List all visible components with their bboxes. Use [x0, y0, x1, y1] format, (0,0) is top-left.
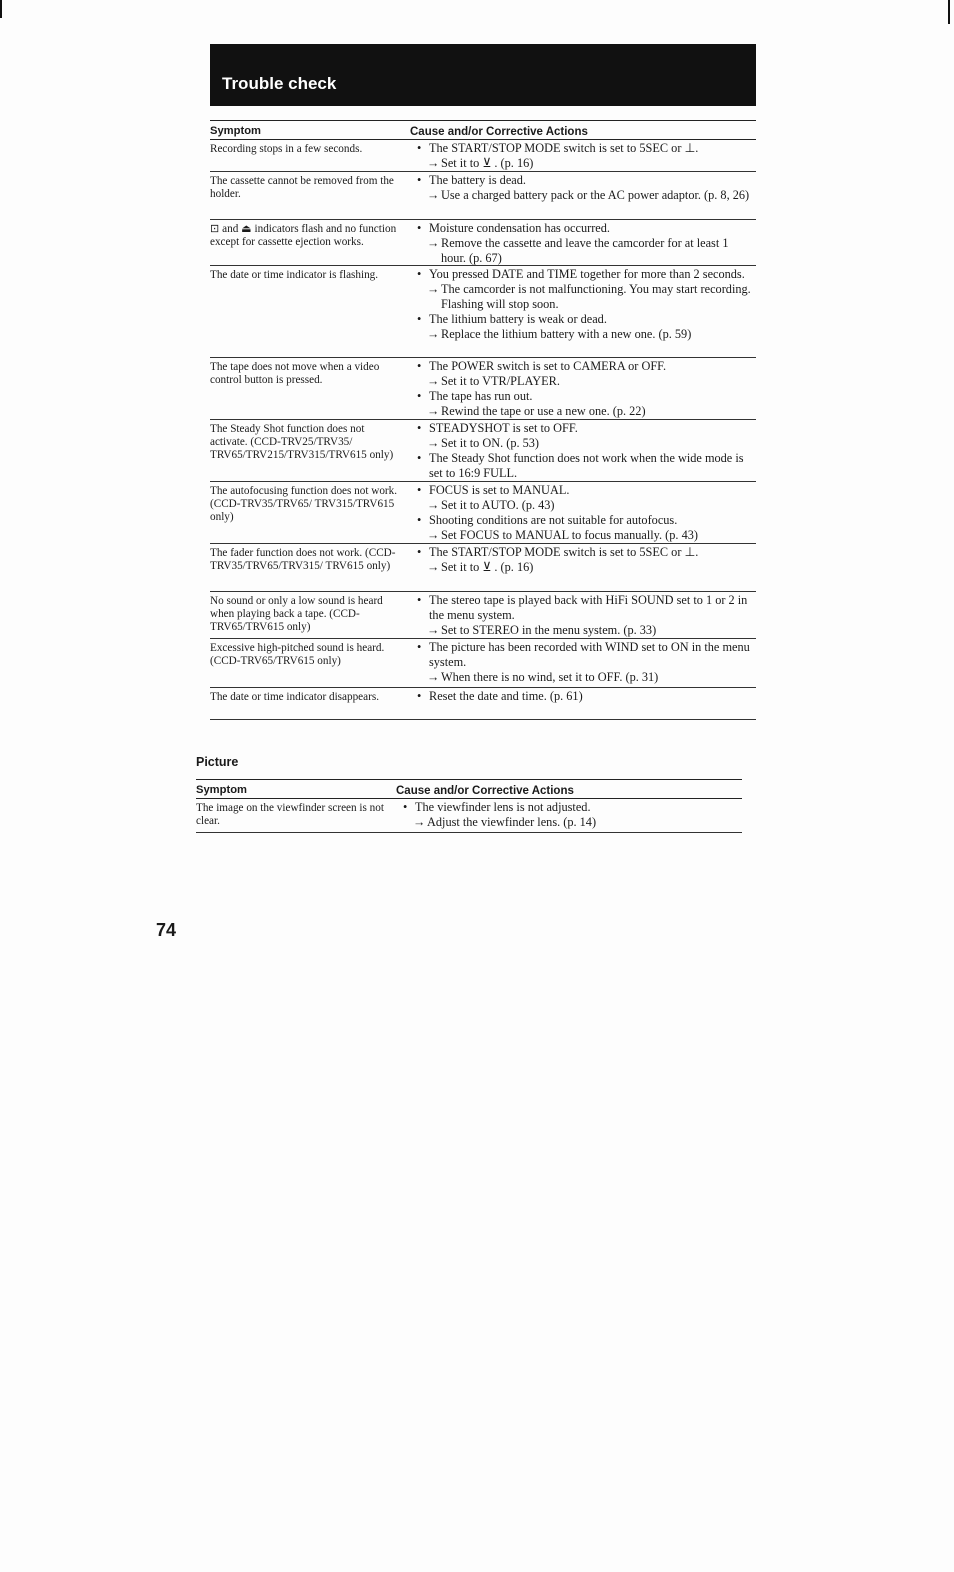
- symptom-cell: Excessive high-pitched sound is heard. (CCD-TRV65/TRV615 only): [210, 642, 385, 668]
- column-header-actions: Cause and/or Corrective Actions: [410, 126, 588, 138]
- symptom-cell: The autofocusing function does not work. (CCD-TRV35/TRV65/ TRV315/TRV615 only): [210, 485, 398, 524]
- cause-item: [417, 640, 756, 670]
- corrective-action: [417, 282, 756, 312]
- corrective-action: [417, 670, 756, 685]
- arrow-icon: →: [427, 374, 440, 388]
- action-text: Use a charged battery pack or the AC power adaptor. (p. 8, 26): [441, 188, 750, 202]
- arrow-icon: →: [427, 156, 440, 170]
- column-header-actions: Cause and/or Corrective Actions: [396, 785, 574, 797]
- table-body: [196, 799, 742, 833]
- table-row: [210, 358, 756, 420]
- bullet-icon: •: [417, 593, 422, 607]
- action-text: The viewfinder lens is not adjusted.: [415, 800, 591, 814]
- action-text: Set it to ON. (p. 53): [441, 436, 540, 450]
- bullet-icon: •: [417, 483, 422, 497]
- corrective-action: [417, 498, 756, 513]
- bullet-icon: •: [417, 359, 422, 373]
- bullet-icon: •: [417, 513, 422, 527]
- action-text: The POWER switch is set to CAMERA or OFF.: [429, 359, 667, 373]
- bullet-icon: •: [417, 173, 422, 187]
- cause-item: [417, 483, 756, 498]
- cause-item: [417, 593, 756, 623]
- action-text: Set it to VTR/PLAYER.: [441, 374, 560, 388]
- actions-cell: [410, 140, 756, 171]
- actions-cell: [410, 688, 756, 719]
- symptom-cell: No sound or only a low sound is heard when playing back a tape. (CCD-TRV65/TRV615 only): [210, 595, 383, 634]
- bullet-icon: •: [417, 545, 422, 559]
- corrective-action: [417, 236, 756, 266]
- cause-item: [417, 312, 756, 327]
- bullet-icon: •: [417, 267, 422, 281]
- cause-item: [417, 689, 756, 704]
- action-text: Set it to AUTO. (p. 43): [441, 498, 555, 512]
- arrow-icon: →: [427, 670, 440, 684]
- action-text: Remove the cassette and leave the camcorder for at least 1 hour. (p. 67): [441, 236, 729, 265]
- action-text: Moisture condensation has occurred.: [429, 221, 610, 235]
- corrective-action: [417, 327, 756, 342]
- arrow-icon: →: [427, 188, 440, 202]
- corrective-action: [417, 436, 756, 451]
- arrow-icon: →: [427, 236, 440, 250]
- column-header-symptom: Symptom: [210, 124, 261, 137]
- picture-table: [196, 779, 742, 833]
- bullet-icon: •: [417, 640, 422, 654]
- cause-item: [403, 800, 742, 815]
- bullet-icon: •: [417, 451, 422, 465]
- action-text: The tape has run out.: [429, 389, 533, 403]
- symptom-cell: The Steady Shot function does not activate. (CCD-TRV25/TRV35/ TRV65/TRV215/TRV315/TRV615 only): [210, 423, 394, 462]
- table-row: [210, 639, 756, 688]
- table-row: [210, 266, 756, 358]
- action-text: The Steady Shot function does not work when the wide mode is set to 16:9 FULL.: [429, 451, 744, 480]
- action-text: FOCUS is set to MANUAL.: [429, 483, 570, 497]
- corrective-action: [417, 623, 756, 638]
- cause-item: [417, 173, 756, 188]
- trouble-table: [210, 120, 756, 720]
- bullet-icon: •: [417, 689, 422, 703]
- action-text: Rewind the tape or use a new one. (p. 22): [441, 404, 646, 418]
- action-text: The START/STOP MODE switch is set to 5SEC or ⊥.: [429, 141, 699, 155]
- bullet-icon: •: [417, 221, 422, 235]
- arrow-icon: →: [413, 815, 426, 829]
- corrective-action: [417, 188, 756, 203]
- table-row: [210, 172, 756, 220]
- bullet-icon: •: [417, 141, 422, 155]
- actions-cell: [410, 420, 756, 481]
- arrow-icon: →: [427, 404, 440, 418]
- action-text: Set to STEREO in the menu system. (p. 33): [441, 623, 657, 637]
- bullet-icon: •: [417, 389, 422, 403]
- corrective-action: [417, 156, 756, 171]
- action-text: Set it to ⊻ . (p. 16): [441, 560, 534, 574]
- table-row: [210, 482, 756, 544]
- cause-item: [417, 141, 756, 156]
- action-text: The lithium battery is weak or dead.: [429, 312, 607, 326]
- page-number: 74: [156, 920, 177, 940]
- symptom-cell: The date or time indicator is flashing.: [210, 269, 379, 281]
- table-row: [210, 688, 756, 720]
- symptom-cell: The cassette cannot be removed from the holder.: [210, 175, 394, 201]
- corrective-action: [403, 815, 742, 830]
- table-header: [210, 120, 756, 140]
- actions-cell: [396, 799, 742, 832]
- scan-edge-mark: [0, 0, 2, 18]
- cause-item: [417, 359, 756, 374]
- page-title: Trouble check: [210, 44, 756, 106]
- arrow-icon: →: [427, 282, 440, 296]
- symptom-cell: ⊡ and ⏏ indicators flash and no function except for cassette ejection works.: [210, 223, 397, 249]
- arrow-icon: →: [427, 498, 440, 512]
- bullet-icon: •: [417, 312, 422, 326]
- symptom-cell: The fader function does not work. (CCD-TRV35/TRV65/TRV315/ TRV615 only): [210, 547, 396, 573]
- action-text: Replace the lithium battery with a new one. (p. 59): [441, 327, 692, 341]
- arrow-icon: →: [427, 436, 440, 450]
- action-text: The stereo tape is played back with HiFi SOUND set to 1 or 2 in the menu system.: [429, 593, 748, 622]
- arrow-icon: →: [427, 528, 440, 542]
- scan-edge-mark: [948, 0, 950, 24]
- action-text: The camcorder is not malfunctioning. You may start recording. Flashing will stop soon.: [441, 282, 751, 311]
- table-row: [196, 799, 742, 833]
- table-header: [196, 779, 742, 799]
- cause-item: [417, 267, 756, 282]
- table-row: [210, 220, 756, 266]
- cause-item: [417, 389, 756, 404]
- action-text: Reset the date and time. (p. 61): [429, 689, 583, 703]
- action-text: You pressed DATE and TIME together for more than 2 seconds.: [429, 267, 745, 281]
- actions-cell: [410, 639, 756, 687]
- action-text: The START/STOP MODE switch is set to 5SEC or ⊥.: [429, 545, 699, 559]
- cause-item: [417, 545, 756, 560]
- corrective-action: [417, 404, 756, 419]
- corrective-action: [417, 528, 756, 543]
- action-text: Adjust the viewfinder lens. (p. 14): [427, 815, 597, 829]
- symptom-cell: Recording stops in a few seconds.: [210, 143, 363, 155]
- action-text: The picture has been recorded with WIND set to ON in the menu system.: [429, 640, 750, 669]
- cause-item: [417, 421, 756, 436]
- table-row: [210, 544, 756, 592]
- symptom-cell: The tape does not move when a video control button is pressed.: [210, 361, 380, 387]
- actions-cell: [410, 358, 756, 419]
- bullet-icon: •: [403, 800, 408, 814]
- action-text: Set it to ⊻ . (p. 16): [441, 156, 534, 170]
- corrective-action: [417, 374, 756, 389]
- action-text: The battery is dead.: [429, 173, 526, 187]
- table-row: [210, 592, 756, 639]
- actions-cell: [410, 482, 756, 543]
- arrow-icon: →: [427, 560, 440, 574]
- table-row: [210, 140, 756, 172]
- action-text: When there is no wind, set it to OFF. (p. 31): [441, 670, 659, 684]
- action-text: STEADYSHOT is set to OFF.: [429, 421, 578, 435]
- corrective-action: [417, 560, 756, 575]
- arrow-icon: →: [427, 623, 440, 637]
- actions-cell: [410, 220, 756, 265]
- actions-cell: [410, 592, 756, 638]
- actions-cell: [410, 172, 756, 219]
- cause-item: [417, 451, 756, 481]
- section-title-picture: Picture: [196, 755, 239, 769]
- cause-item: [417, 221, 756, 236]
- action-text: Shooting conditions are not suitable for autofocus.: [429, 513, 678, 527]
- cause-item: [417, 513, 756, 528]
- action-text: Set FOCUS to MANUAL to focus manually. (p. 43): [441, 528, 698, 542]
- actions-cell: [410, 266, 756, 357]
- table-body: [210, 140, 756, 720]
- table-row: [210, 420, 756, 482]
- bullet-icon: •: [417, 421, 422, 435]
- actions-cell: [410, 544, 756, 591]
- column-header-symptom: Symptom: [196, 783, 247, 796]
- arrow-icon: →: [427, 327, 440, 341]
- symptom-cell: The image on the viewfinder screen is not clear.: [196, 802, 384, 828]
- symptom-cell: The date or time indicator disappears.: [210, 691, 379, 703]
